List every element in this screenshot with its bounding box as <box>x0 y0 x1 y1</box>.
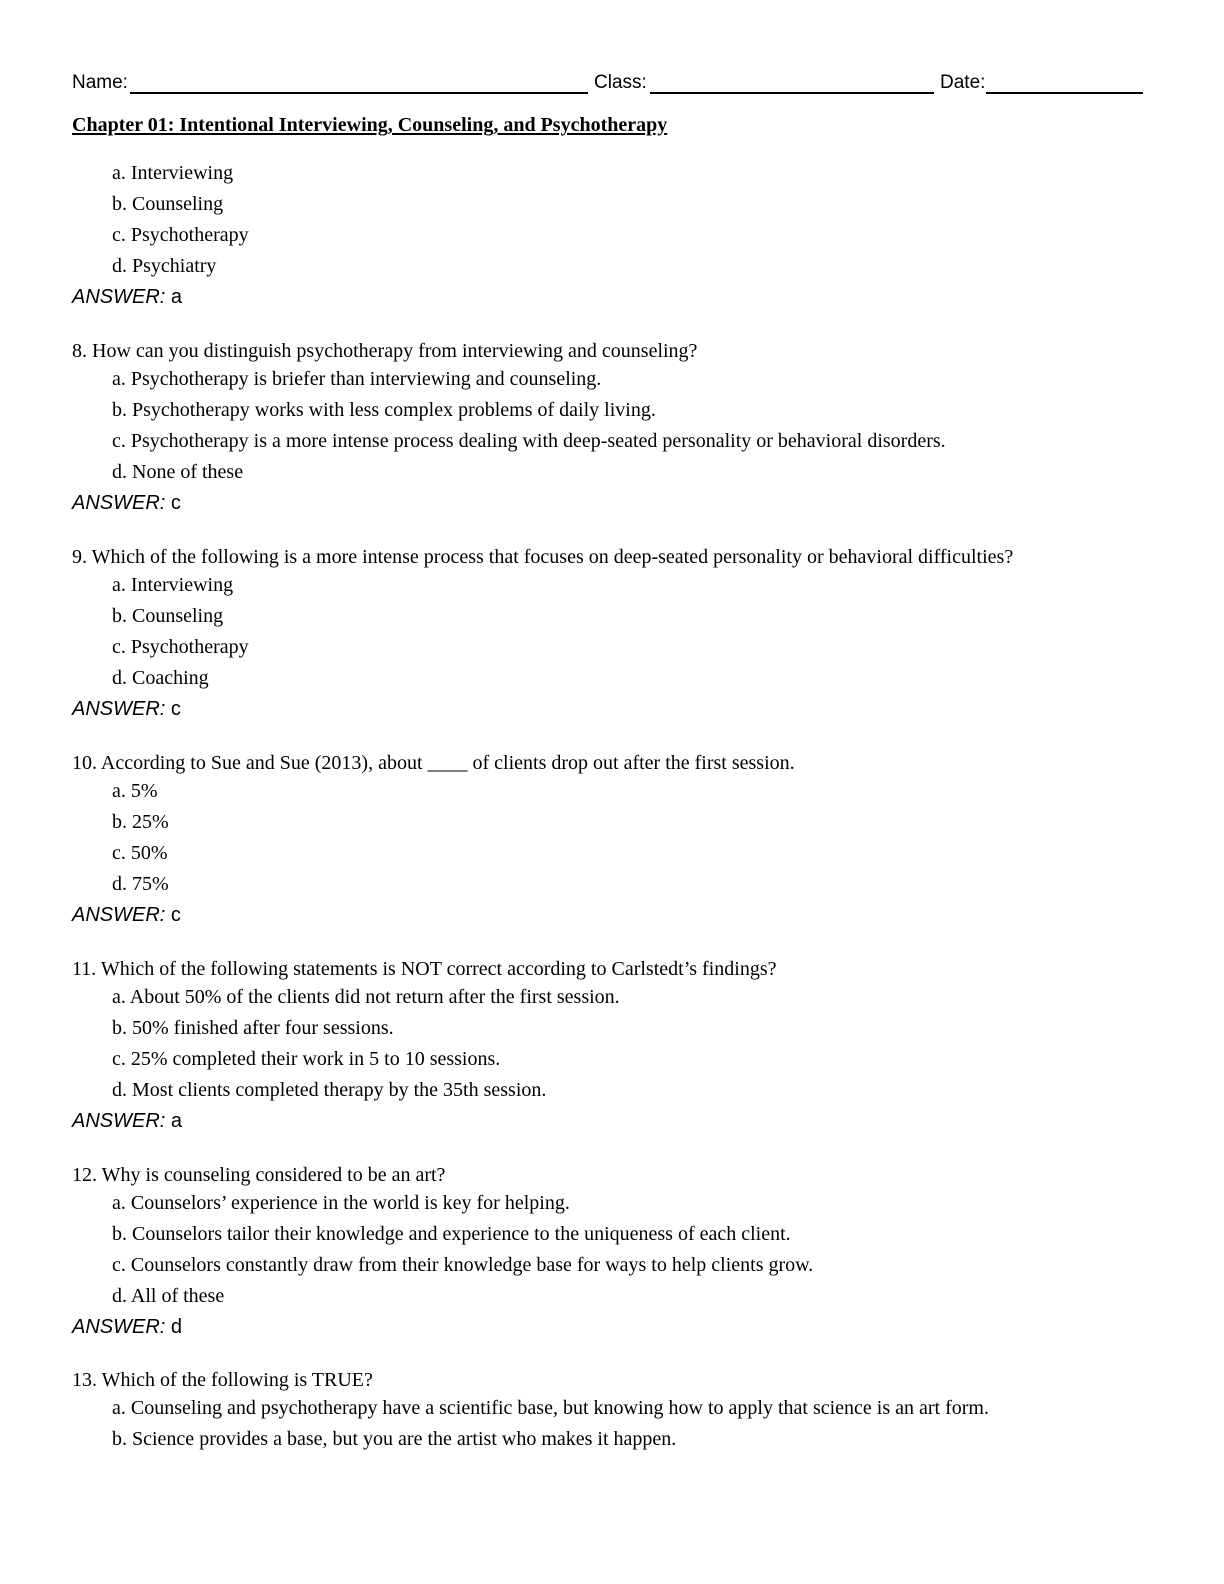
date-label: Date: <box>940 72 986 93</box>
answer-label: ANSWER: <box>72 904 166 926</box>
answer-line <box>72 490 181 516</box>
option-d: d. All of these <box>112 1285 225 1307</box>
option-a: a. Interviewing <box>112 574 234 596</box>
answer-value: c <box>170 698 181 720</box>
answer-line <box>72 902 181 928</box>
class-label: Class: <box>594 72 647 93</box>
class-blank-line <box>650 92 934 94</box>
answer-value: d <box>170 1316 183 1338</box>
question-stem: 13. Which of the following is TRUE? <box>72 1369 373 1391</box>
answer-line <box>72 696 181 722</box>
answer-value: a <box>170 1110 183 1132</box>
answer-line <box>72 284 182 310</box>
answer-label: ANSWER: <box>72 492 166 514</box>
option-b: b. Counseling <box>112 605 224 627</box>
option-b: b. 25% <box>112 811 169 833</box>
option-c: c. 25% completed their work in 5 to 10 sessions. <box>112 1048 501 1070</box>
student-info-header <box>72 70 1143 98</box>
name-blank-line <box>130 92 588 94</box>
answer-label: ANSWER: <box>72 286 166 308</box>
option-b: b. 50% finished after four sessions. <box>112 1017 394 1039</box>
answer-label: ANSWER: <box>72 698 166 720</box>
option-d: d. Most clients completed therapy by the 35th session. <box>112 1079 547 1101</box>
answer-value: c <box>170 492 181 514</box>
option-d: d. Psychiatry <box>112 255 217 277</box>
question-stem: 11. Which of the following statements is NOT correct according to Carlstedt’s findings? <box>72 958 777 980</box>
name-label: Name: <box>72 72 128 93</box>
option-a: a. 5% <box>112 780 158 802</box>
answer-label: ANSWER: <box>72 1110 166 1132</box>
option-d: d. Coaching <box>112 667 209 689</box>
answer-line <box>72 1314 182 1340</box>
option-d: d. 75% <box>112 873 169 895</box>
option-b: b. Counselors tailor their knowledge and experience to the uniqueness of each client. <box>112 1223 791 1245</box>
option-b: b. Counseling <box>112 193 224 215</box>
option-c: c. Psychotherapy <box>112 224 249 246</box>
question-stem: 12. Why is counseling considered to be an art? <box>72 1164 446 1186</box>
option-a: a. Counseling and psychotherapy have a scientific base, but knowing how to apply that science is an art form. <box>112 1397 989 1419</box>
date-blank-line <box>986 92 1143 94</box>
option-c: c. Psychotherapy is a more intense process dealing with deep-seated personality or behavioral disorders. <box>112 430 946 452</box>
chapter-title: Chapter 01: Intentional Interviewing, Counseling, and Psychotherapy <box>72 114 668 136</box>
answer-value: c <box>170 904 181 926</box>
option-c: c. 50% <box>112 842 168 864</box>
question-stem: 9. Which of the following is a more intense process that focuses on deep-seated personality or behavioral difficulties? <box>72 546 1014 568</box>
option-a: a. Counselors’ experience in the world is key for helping. <box>112 1192 570 1214</box>
option-a: a. Interviewing <box>112 162 234 184</box>
option-c: c. Psychotherapy <box>112 636 249 658</box>
answer-label: ANSWER: <box>72 1316 166 1338</box>
answer-value: a <box>170 286 183 308</box>
option-a: a. Psychotherapy is briefer than interviewing and counseling. <box>112 368 602 390</box>
option-c: c. Counselors constantly draw from their knowledge base for ways to help clients grow. <box>112 1254 814 1276</box>
option-b: b. Psychotherapy works with less complex problems of daily living. <box>112 399 656 421</box>
answer-line <box>72 1108 182 1134</box>
option-a: a. About 50% of the clients did not return after the first session. <box>112 986 620 1008</box>
option-b: b. Science provides a base, but you are the artist who makes it happen. <box>112 1428 677 1450</box>
question-stem: 8. How can you distinguish psychotherapy from interviewing and counseling? <box>72 340 698 362</box>
option-d: d. None of these <box>112 461 244 483</box>
question-stem: 10. According to Sue and Sue (2013), about ____ of clients drop out after the first session. <box>72 752 795 774</box>
